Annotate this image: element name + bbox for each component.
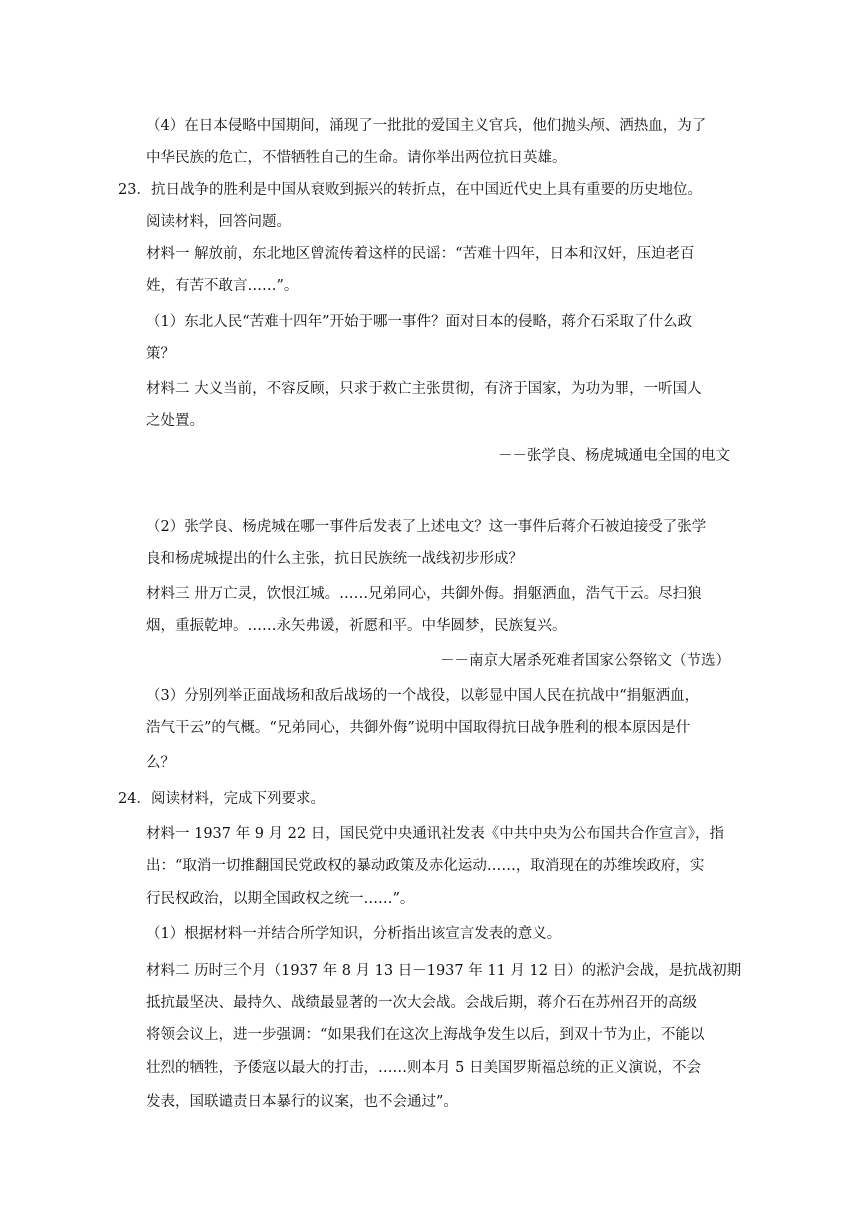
q24-material2-line3: 将领会议上，进一步强调：“如果我们在这次上海战争发生以后，到双十节为止，不能以 bbox=[146, 1027, 705, 1043]
q23-stem-line2: 阅读材料，回答问题。 bbox=[146, 214, 291, 230]
q23-material3-line2: 烟，重振乾坤。……永矢弗谖，祈愿和平。中华圆梦，民族复兴。 bbox=[146, 618, 567, 634]
q24-material2-line5: 发表，国联谴责日本暴行的议案，也不会通过”。 bbox=[146, 1094, 458, 1110]
q22-part4-line1: （4）在日本侵略中国期间，涌现了一批批的爱国主义官兵，他们抛头颅、洒热血，为了 bbox=[146, 118, 707, 134]
q24-stem: 24．阅读材料，完成下列要求。 bbox=[118, 791, 325, 807]
q23-material2-line2: 之处置。 bbox=[146, 413, 204, 429]
q23-material2-line1: 材料二 大义当前，不容反顾，只求于救亡主张贯彻，有济于国家，为功为罪，一听国人 bbox=[146, 381, 702, 397]
q24-material2-line1: 材料二 历时三个月（1937 年 8 月 13 日－1937 年 11 月 12 日）的淞沪会战，是抗战初期 bbox=[146, 963, 742, 979]
q23-material3-line1: 材料三 卅万亡灵，饮恨江城。……兄弟同心，共御外侮。捐躯洒血，浩气干云。尽扫狼 bbox=[146, 586, 702, 602]
q23-part2-line2: 良和杨虎城提出的什么主张，抗日民族统一战线初步形成？ bbox=[146, 551, 523, 567]
q24-material1-line3: 行民权政治，以期全国政权之统一……”。 bbox=[146, 891, 415, 907]
q23-material1-line1: 材料一 解放前，东北地区曾流传着这样的民谣：“苦难十四年，日本和汉奸，压迫老百 bbox=[146, 246, 695, 262]
q23-part1-line1: （1）东北人民“苦难十四年”开始于哪一事件？面对日本的侵略，蒋介石采取了什么政 bbox=[146, 314, 693, 330]
q24-part1: （1）根据材料一并结合所学知识，分析指出该宣言发表的意义。 bbox=[146, 926, 562, 942]
q23-part3-line3: 么？ bbox=[146, 755, 175, 771]
q24-material1-line2: 出：“取消一切推翻国民党政权的暴动政策及赤化运动……，取消现在的苏维埃政府，实 bbox=[146, 858, 705, 874]
q23-part1-line2: 策？ bbox=[146, 346, 175, 362]
q23-part3-line1: （3）分别列举正面战场和敌后战场的一个战役，以彰显中国人民在抗战中“捐躯洒血， bbox=[146, 688, 700, 704]
q23-part2-line1: （2）张学良、杨虎城在哪一事件后发表了上述电文？这一事件后蒋介石被迫接受了张学 bbox=[146, 519, 707, 535]
q24-material2-line4: 壮烈的牺牲，予倭寇以最大的打击，……则本月 5 日美国罗斯福总统的正义演说，不会 bbox=[146, 1060, 701, 1076]
q24-material1-line1: 材料一 1937 年 9 月 22 日，国民党中央通讯社发表《中共中央为公布国共合作宣言》，指 bbox=[146, 826, 724, 842]
q22-part4-line2: 中华民族的危亡，不惜牺牲自己的生命。请你举出两位抗日英雄。 bbox=[146, 150, 567, 166]
q23-part3-line2: 浩气干云”的气概。“兄弟同心，共御外侮”说明中国取得抗日战争胜利的根本原因是什 bbox=[146, 720, 691, 736]
q24-material2-line2: 抵抗最坚决、最持久、战绩最显著的一次大会战。会战后期，蒋介石在苏州召开的高级 bbox=[146, 995, 697, 1011]
q23-material3-source: －－南京大屠杀死难者国家公祭铭文（节选） bbox=[440, 653, 730, 669]
q23-stem-line1: 23．抗日战争的胜利是中国从衰败到振兴的转折点，在中国近代史上具有重要的历史地位。 bbox=[118, 182, 702, 198]
q23-material2-source: －－张学良、杨虎城通电全国的电文 bbox=[498, 448, 730, 464]
q23-material1-line2: 姓，有苦不敢言……”。 bbox=[146, 278, 299, 294]
